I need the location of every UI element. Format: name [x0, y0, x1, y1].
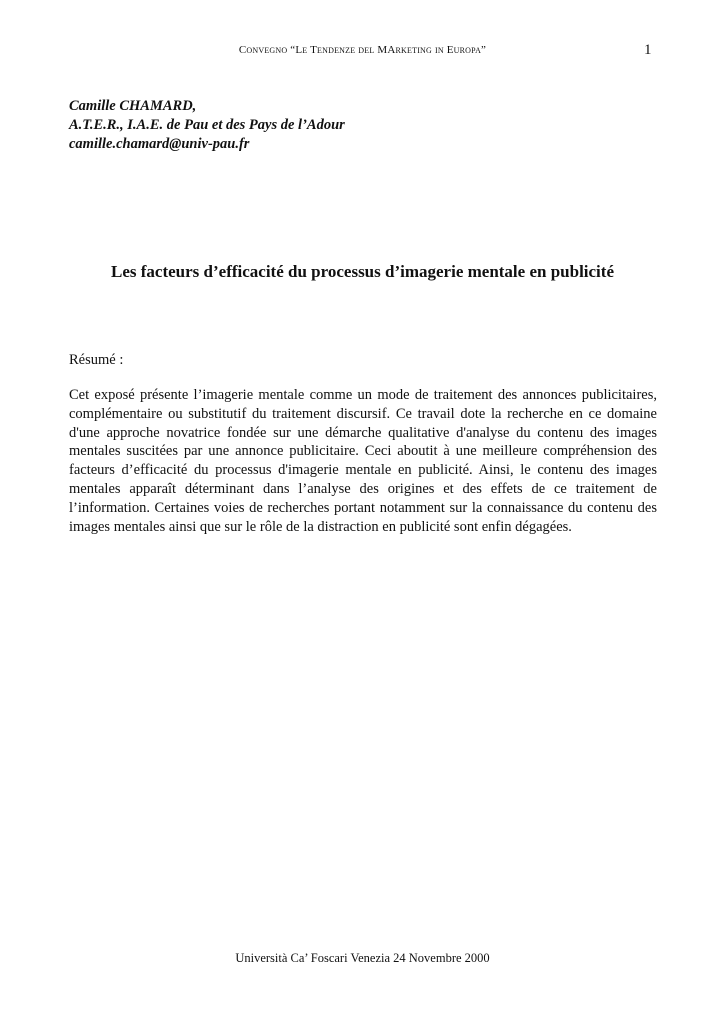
author-block [69, 97, 345, 154]
author-affiliation: A.T.E.R., I.A.E. de Pau et des Pays de l’Adour [69, 117, 345, 133]
author-email: camille.chamard@univ-pau.fr [69, 136, 250, 152]
running-head [0, 44, 725, 56]
author-name: Camille CHAMARD, [69, 98, 197, 114]
abstract-body: Cet exposé présente l’imagerie mentale comme un mode de traitement des annonces publicitaires, complémentaire ou substitutif du traitement discursif. Ce travail dote la recherche en ce domaine d'une approche novatrice fondée sur une démarche qualitative d'analyse du contenu des images mentales suscitées par une annonce publicitaire. Ceci aboutit à une meilleure compréhension des facteurs d’efficacité du processus d'imagerie mentale en publicité. Ainsi, le contenu des images mentales apparaît déterminant dans l’analyse des origines et des effets de ce traitement de l’information. Certaines voies de recherches portant notamment sur la connaissance du contenu des images mentales ainsi que sur le rôle de la distraction en publicité sont enfin dégagées. [69, 387, 657, 535]
page-number: 1 [644, 42, 652, 58]
running-head-text: onvegno “Le Tendenze del MArketing in Europa” [246, 44, 487, 56]
page-footer: Università Ca’ Foscari Venezia 24 Novembre 2000 [235, 951, 490, 965]
abstract-heading: Résumé : [69, 352, 124, 368]
paper-title: Les facteurs d’efficacité du processus d’imagerie mentale en publicité [111, 262, 614, 281]
running-head-initial: C [238, 44, 247, 56]
